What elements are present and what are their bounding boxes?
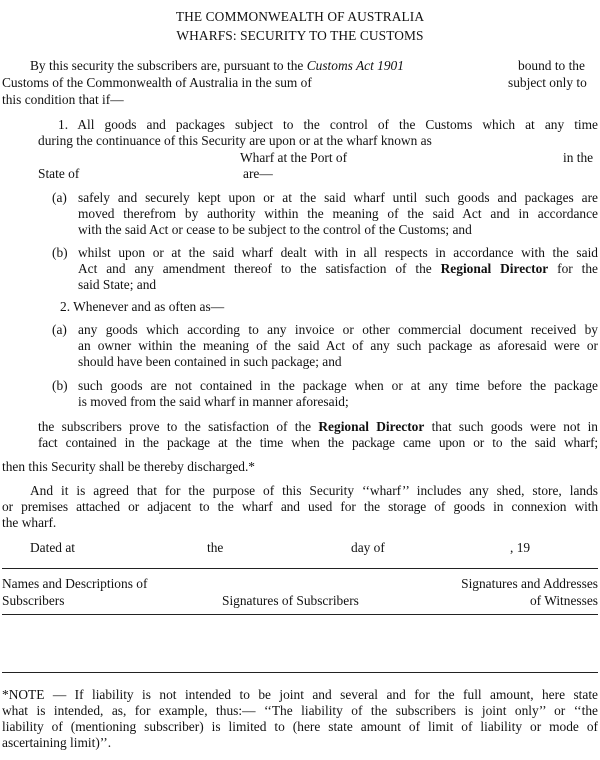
regional-director-2: Regional Director (318, 419, 425, 434)
item-b2-line-1: such goods are not contained in the package when or at any time before the package (78, 378, 598, 393)
note-line-4: ascertaining limit)’’. (2, 735, 112, 750)
agreement-line-1: And it is agreed that for the purpose of this Security ‘‘wharf’’ includes any shed, store, lands (30, 483, 598, 498)
item-b1-label: (b) (52, 245, 68, 260)
item-b2-label: (b) (52, 378, 68, 393)
clause1-state-of: State of (38, 166, 80, 181)
clause1-line-1: 1. All goods and packages subject to the control of the Customs which at any time (58, 117, 598, 132)
clause2-line-1: 2. Whenever and as often as— (60, 299, 225, 314)
discharge-line: then this Security shall be thereby discharged.* (2, 459, 255, 474)
col-witness-line-2: of Witnesses (529, 593, 598, 608)
item-b2-line-2: is moved from the said wharf in manner aforesaid; (78, 394, 349, 409)
item-b1-text-a: Act and any amendment thereof to the satisfaction of the (78, 261, 432, 276)
col-names-line-1: Names and Descriptions of (2, 576, 148, 591)
note-line-3: liability of (mentioning subscriber) is limited to (here state amount of limit of liability or mode of (2, 719, 598, 734)
dated-at: Dated at (30, 540, 75, 555)
agreement-line-3: the wharf. (2, 515, 57, 530)
intro-line-3: this condition that if— (2, 92, 124, 107)
note-line-1: *NOTE — If liability is not intended to be joint and several and for the full amount, here state (2, 687, 598, 702)
item-a1-line-2: moved therefrom by authority within the meaning of the said Act and in accordance (78, 206, 598, 221)
dated-day-of: day of (351, 540, 385, 555)
item-a1-line-3: with the said Act or cease to be subject to the control of the Customs; and (78, 222, 472, 237)
col-witness-line-1: Signatures and Addresses (461, 576, 598, 591)
column-top-rule (2, 568, 598, 569)
dated-year: , 19 (510, 540, 531, 555)
clause1-line-2: during the continuance of this Security are upon or at the wharf known as (38, 133, 432, 148)
item-a2-line-3: should have been contained in such package; and (78, 354, 342, 369)
title-line-1: THE COMMONWEALTH OF AUSTRALIA (175, 9, 425, 24)
intro-line-2: Customs of the Commonwealth of Australia in the sum of (2, 75, 312, 90)
item-a2-label: (a) (52, 322, 67, 337)
proof-text-a: the subscribers prove to the satisfaction of the (38, 419, 312, 434)
item-a2-line-1: any goods which according to any invoice or other commercial document received by (78, 322, 598, 337)
title-line-2: WHARFS: SECURITY TO THE CUSTOMS (176, 28, 424, 43)
col-signatures: Signatures of Subscribers (222, 593, 359, 608)
clause1-are: are— (243, 166, 273, 181)
item-a1-line-1: safely and securely kept upon or at the said wharf until such goods and packages are (78, 190, 598, 205)
note-line-2: what is intended, as, for example, thus:— ‘‘The liability of the subscribers is joint only’’ or ‘‘the (2, 703, 598, 718)
clause1-in-the: in the (563, 150, 594, 165)
act-name: Customs Act 1901 (306, 58, 404, 73)
item-b1-text-b: for the (557, 261, 598, 276)
signature-area-bottom-rule (2, 672, 598, 673)
item-b1-line-1: whilst upon or at the said wharf dealt with in all respects in accordance with the said (78, 245, 598, 260)
item-b1-line-2 (78, 261, 598, 278)
intro-bound: bound to the (518, 58, 585, 73)
item-a2-line-2: an owner within the meaning of the said Act of any such package as aforesaid were or (78, 338, 598, 353)
intro-line-1 (30, 58, 404, 75)
clause1-wharf-port: Wharf at the Port of (240, 150, 348, 165)
item-b1-line-3: said State; and (78, 277, 157, 292)
proof-text-b: that such goods were not in (431, 419, 598, 434)
item-a1-label: (a) (52, 190, 67, 205)
regional-director-1: Regional Director (440, 261, 549, 276)
column-header-rule (2, 614, 598, 615)
intro-text-a: By this security the subscribers are, pursuant to the (30, 58, 304, 73)
dated-the: the (207, 540, 224, 555)
col-names-line-2: Subscribers (2, 593, 65, 608)
proof-line-1 (38, 419, 598, 436)
agreement-line-2: or premises attached or adjacent to the wharf and used for the storage of goods in connexion with (2, 499, 598, 514)
proof-line-2: fact contained in the package at the time when the package came upon or to the said wharf; (38, 435, 598, 450)
intro-subject: subject only to (508, 75, 587, 90)
